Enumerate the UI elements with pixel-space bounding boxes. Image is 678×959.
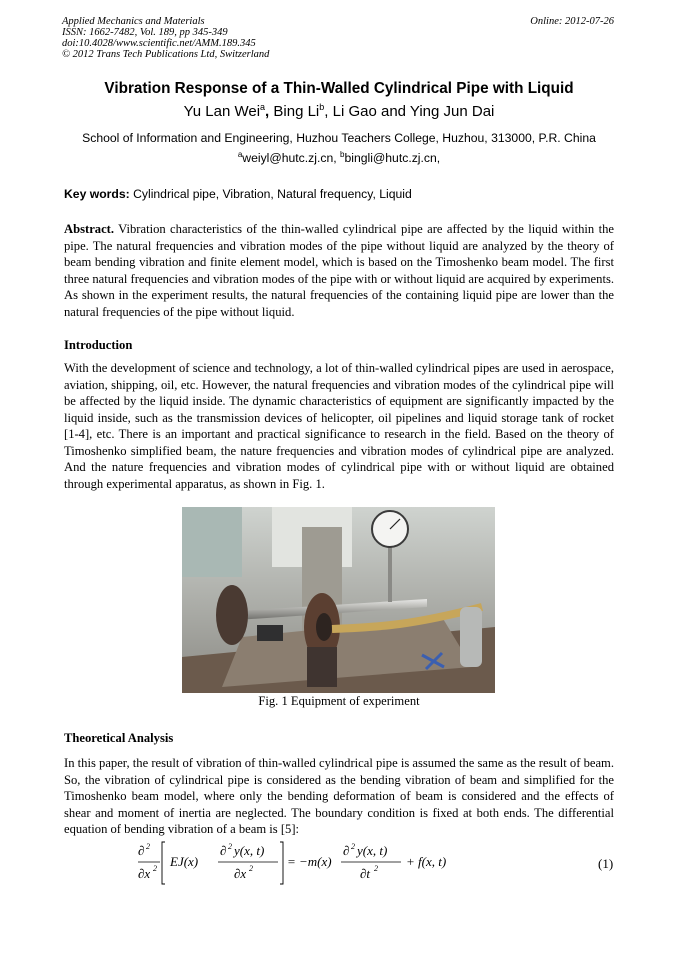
eq-sq-6: 2 bbox=[374, 864, 378, 873]
issn: ISSN: 1662-7482, Vol. 189, pp 345-349 bbox=[62, 27, 228, 38]
eq-partial-2: ∂ bbox=[220, 843, 227, 858]
emails bbox=[0, 150, 678, 165]
intro-text: With the development of science and technology, a lot of thin-walled cylindrical pipes are used in aerospace, aviation, shipping, oil, etc. However, the natural frequencies and vibration modes of the cylindrical pipe will be affected by the liquid inside. The dynamic characteristics of equipment are significantly impacted by the liquid inside, such as the transmission devices of helicopter, oil pipelines and liquid storage tank of rocket [1-4], etc. There is an important and practical significance to research in the field. Based on the theory of Timoshenko simplified beam, the nature frequencies and vibration modes of cylindrical pipe are analyzed. And the nature frequencies and vibration modes of cylindrical pipe with or without liquid are obtained through experimental apparatus, as shown in Fig. 1. bbox=[64, 361, 614, 491]
theory-heading: Theoretical Analysis bbox=[64, 731, 174, 745]
keywords-text: Cylindrical pipe, Vibration, Natural frequency, Liquid bbox=[129, 187, 412, 201]
keywords bbox=[64, 187, 412, 201]
doi: doi:10.4028/www.scientific.net/AMM.189.345 bbox=[62, 38, 256, 49]
eq-ej: EJ(x) bbox=[170, 854, 199, 869]
abstract bbox=[64, 221, 614, 320]
authors-rest: , Li Gao and Ying Jun Dai bbox=[324, 103, 495, 120]
email-b-sup: b bbox=[340, 150, 345, 159]
copyright: © 2012 Trans Tech Publications Ltd, Switzerland bbox=[62, 49, 270, 60]
email-a-sup: a bbox=[237, 150, 243, 159]
eq-yxt-1: y(x, t) bbox=[234, 843, 265, 858]
eq-dt2: ∂t bbox=[360, 866, 371, 881]
eq-dx2-1: ∂x bbox=[138, 866, 151, 881]
theory-text: In this paper, the result of vibration of thin-walled cylindrical pipe is assumed the same as the result of beam. So, the vibration of cylindrical pipe is considered as the bending vibration of beam and simplified for the Timoshenko beam model, where only the bending deformation of beam is considered and the effects of shear and moment of inertia are neglected. The boundary condition is fixed at both ends. The differential equation of bending vibration of a beam is [5]: bbox=[64, 756, 614, 836]
experiment-photo bbox=[182, 507, 495, 693]
abstract-text: Vibration characteristics of the thin-walled cylindrical pipe are affected by the liquid within the pipe. The natural frequencies and vibration modes of the pipe without liquid are analyzed by the theory of beam bending vibration and finite element model, which is based on the Timoshenko beam model. The first three natural frequencies and vibration modes of the pipe with or without liquid are acquired by experiments. As shown in the experiment results, the natural frequencies of the containing liquid pipe are lower than the natural frequencies of the pipe without liquid. bbox=[64, 222, 614, 319]
affiliation: School of Information and Engineering, Huzhou Teachers College, Huzhou, 313000, P.R. China bbox=[82, 131, 596, 145]
author-2-sup: b bbox=[319, 102, 325, 112]
eq-minus-m: = −m(x) bbox=[287, 854, 332, 869]
keywords-label: Key words: bbox=[64, 187, 130, 201]
paper-title: Vibration Response of a Thin-Walled Cylindrical Pipe with Liquid bbox=[104, 80, 574, 97]
figure-caption: Fig. 1 Equipment of experiment bbox=[258, 694, 420, 708]
author-2: Bing Li bbox=[273, 103, 320, 120]
author-1-sup: a bbox=[260, 102, 266, 112]
journal-name: Applied Mechanics and Materials bbox=[62, 16, 205, 27]
author-sep: , bbox=[265, 103, 274, 120]
eq-dx2-2: ∂x bbox=[234, 866, 247, 881]
eq-plus-f: + f(x, t) bbox=[406, 854, 447, 869]
eq-partial-1: ∂ bbox=[138, 843, 145, 858]
eq-partial-3: ∂ bbox=[343, 843, 350, 858]
equation-1 bbox=[138, 838, 478, 888]
eq-sq-5: 2 bbox=[351, 842, 355, 851]
eq-sq-3: 2 bbox=[228, 842, 232, 851]
intro-heading: Introduction bbox=[64, 338, 133, 352]
author-1: Yu Lan Wei bbox=[183, 103, 261, 120]
eq-sq-2: 2 bbox=[153, 864, 157, 873]
abstract-label: Abstract. bbox=[64, 222, 115, 236]
authors bbox=[0, 102, 678, 120]
eq-sq-1: 2 bbox=[146, 842, 150, 851]
email-a: weiyl@hutc.zj.cn, bbox=[242, 151, 340, 166]
online-date: Online: 2012-07-26 bbox=[530, 16, 614, 27]
email-b: bingli@hutc.zj.cn, bbox=[344, 151, 441, 166]
journal-header bbox=[62, 16, 269, 60]
eq-yxt-2: y(x, t) bbox=[357, 843, 388, 858]
equation-number: (1) bbox=[598, 856, 614, 871]
eq-sq-4: 2 bbox=[249, 864, 253, 873]
